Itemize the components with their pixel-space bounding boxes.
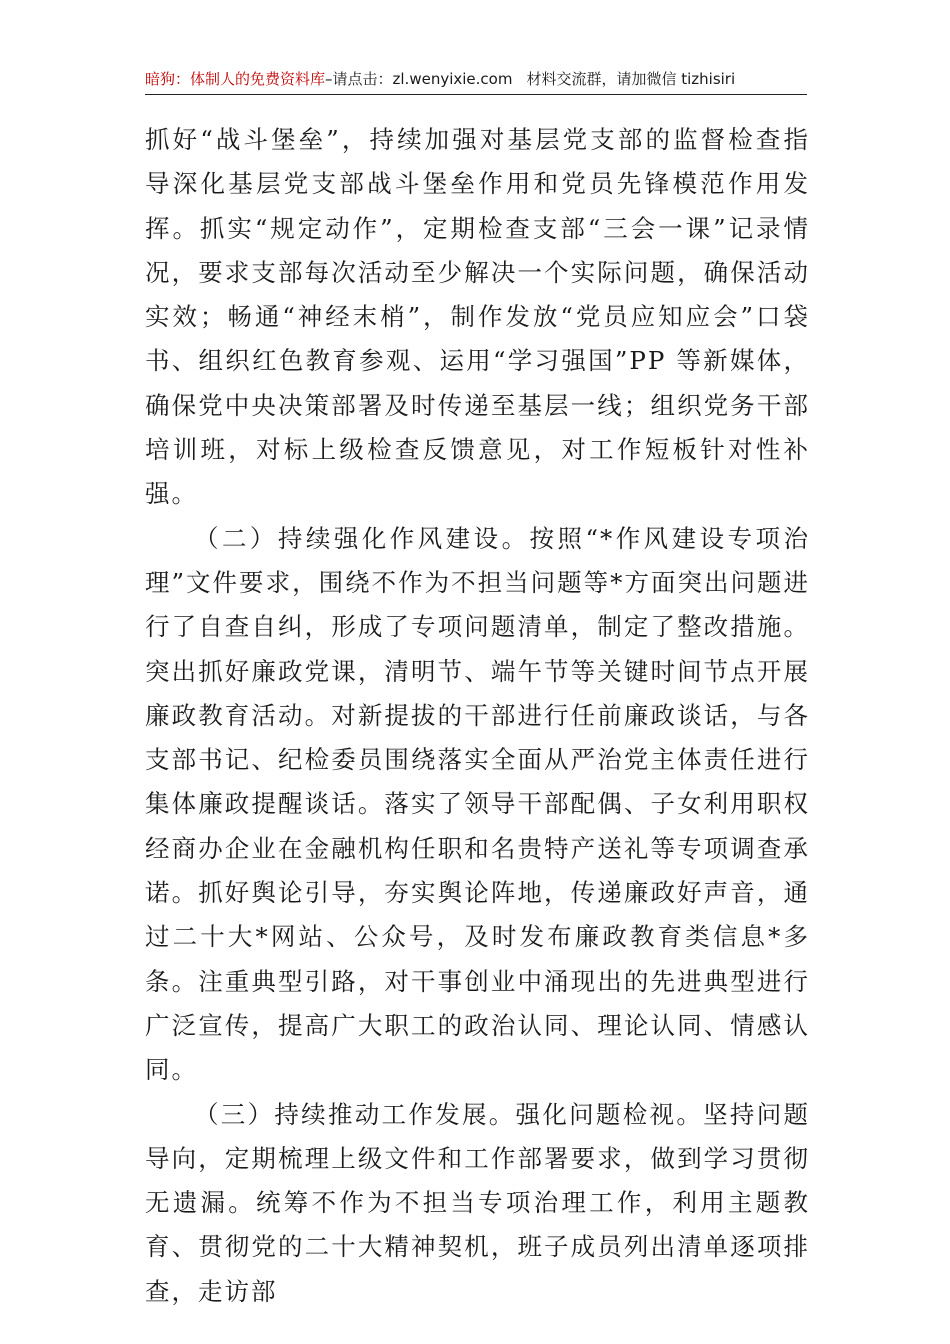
header-contact: 材料交流群，请加微信 tizhisiri	[526, 70, 736, 88]
header-link-text[interactable]: –请点击：zl.wenyixie.com	[325, 70, 513, 88]
page-header	[145, 68, 807, 95]
paragraph-3: （三）持续推动工作发展。强化问题检视。坚持问题导向，定期梳理上级文件和工作部署要求，做到学习贯彻无遗漏。统筹不作为不担当专项治理工作，利用主题教育、贯彻党的二十大精神契机，班子成员列出清单逐项排查，走访部	[145, 1099, 810, 1306]
header-brand: 暗狗：体制人的免费资料库	[145, 70, 326, 88]
document-body	[145, 118, 810, 1314]
paragraph-1: 抓好“战斗堡垒”，持续加强对基层党支部的监督检查指导深化基层党支部战斗堡垒作用和党员先锋模范作用发挥。抓实“规定动作”，定期检查支部“三会一课”记录情况，要求支部每次活动至少解决一个实际问题，确保活动实效；畅通“神经末梢”，制作发放“党员应知应会”口袋书、组织红色教育参观、运用“学习强国”PP 等新媒体，确保党中央决策部署及时传递至基层一线；组织党务干部培训班，对标上级检查反馈意见，对工作短板针对性补强。	[145, 125, 810, 509]
paragraph-2: （二）持续强化作风建设。按照“*作风建设专项治理”文件要求，围绕不作为不担当问题等*方面突出问题进行了自查自纠，形成了专项问题清单，制定了整改措施。突出抓好廉政党课，清明节、端午节等关键时间节点开展廉政教育活动。对新提拔的干部进行任前廉政谈话，与各支部书记、纪检委员围绕落实全面从严治党主体责任进行集体廉政提醒谈话。落实了领导干部配偶、子女利用职权经商办企业在金融机构任职和名贵特产送礼等专项调查承诺。抓好舆论引导，夯实舆论阵地，传递廉政好声音，通过二十大*网站、公众号，及时发布廉政教育类信息*多条。注重典型引路，对干事创业中涌现出的先进典型进行广泛宣传，提高广大职工的政治认同、理论认同、情感认同。	[145, 523, 810, 1085]
